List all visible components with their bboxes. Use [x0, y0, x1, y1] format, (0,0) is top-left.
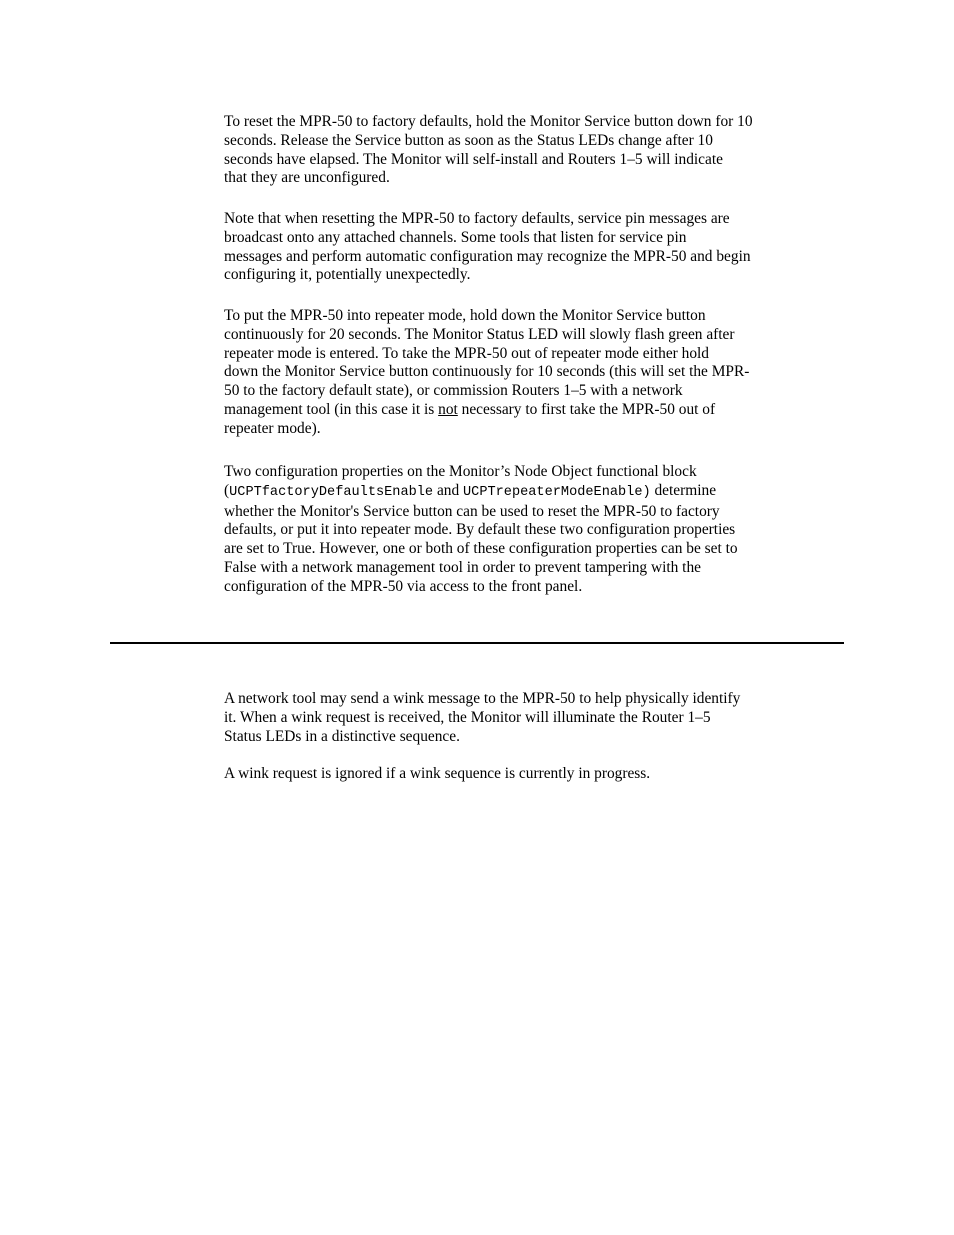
text-line: 50 to the factory default state), or commission Routers 1–5 with a network: [224, 382, 683, 400]
text-line: repeater mode).: [224, 419, 321, 437]
text-line: To reset the MPR-50 to factory defaults, hold the Monitor Service button down for 10: [224, 113, 753, 130]
text-line: messages and perform automatic configuration may recognize the MPR-50 and begin: [224, 247, 751, 265]
text-line: defaults, or put it into repeater mode. By default these two configuration properties: [224, 521, 736, 539]
text-line: configuration of the MPR-50 via access to the front panel.: [224, 577, 583, 595]
wink-note-paragraph: [224, 765, 844, 784]
text-line: Status LEDs in a distinctive sequence.: [224, 727, 460, 745]
text-line: are set to True. However, one or both of these configuration properties can be set to: [224, 540, 738, 558]
text-segment: necessary to first take the MPR-50 out of: [457, 400, 716, 418]
text-line: whether the Monitor's Service button can be used to reset the MPR-50 to factory: [224, 502, 720, 520]
text-line: that they are unconfigured.: [224, 169, 390, 187]
text-line: seconds. Release the Service button as soon as the Status LEDs change after 10: [224, 131, 713, 149]
text-line: Two configuration properties on the Monitor’s Node Object functional block: [224, 463, 697, 480]
text-line: A network tool may send a wink message to the MPR-50 to help physically identify: [224, 690, 741, 707]
underlined-emphasis: not: [438, 400, 458, 418]
config-properties-paragraph: [224, 463, 844, 597]
factory-reset-paragraph: [224, 113, 844, 188]
text-segment: determine: [650, 481, 717, 499]
text-line: configuring it, potentially unexpectedly.: [224, 266, 471, 284]
text-line: A wink request is ignored if a wink sequence is currently in progress.: [224, 765, 651, 782]
text-line: False with a network management tool in order to prevent tampering with the: [224, 558, 701, 576]
text-segment: (: [224, 481, 230, 499]
text-line: Note that when resetting the MPR-50 to factory defaults, service pin messages are: [224, 210, 730, 227]
service-pin-note-paragraph: [224, 210, 844, 285]
text-line: down the Monitor Service button continuously for 10 seconds (this will set the MPR-: [224, 363, 750, 381]
text-line: it. When a wink request is received, the Monitor will illuminate the Router 1–5: [224, 708, 711, 726]
text-segment: and: [433, 481, 464, 499]
section-divider: [110, 642, 844, 644]
text-line: repeater mode is entered. To take the MPR-50 out of repeater mode either hold: [224, 344, 709, 362]
text-line: seconds have elapsed. The Monitor will self-install and Routers 1–5 will indicate: [224, 150, 723, 168]
text-segment: management tool (in this case it is: [224, 400, 439, 418]
text-line: broadcast onto any attached channels. Some tools that listen for service pin: [224, 228, 687, 246]
text-line: continuously for 20 seconds. The Monitor Status LED will slowly flash green after: [224, 325, 735, 343]
wink-paragraph: [224, 690, 844, 746]
config-property-name: UCPTrepeaterModeEnable): [463, 484, 651, 500]
text-line: [224, 482, 844, 503]
text-line: [224, 401, 844, 420]
text-line: To put the MPR-50 into repeater mode, hold down the Monitor Service button: [224, 307, 706, 324]
repeater-mode-paragraph: [224, 307, 844, 439]
config-property-name: UCPTfactoryDefaultsEnable: [229, 484, 434, 500]
